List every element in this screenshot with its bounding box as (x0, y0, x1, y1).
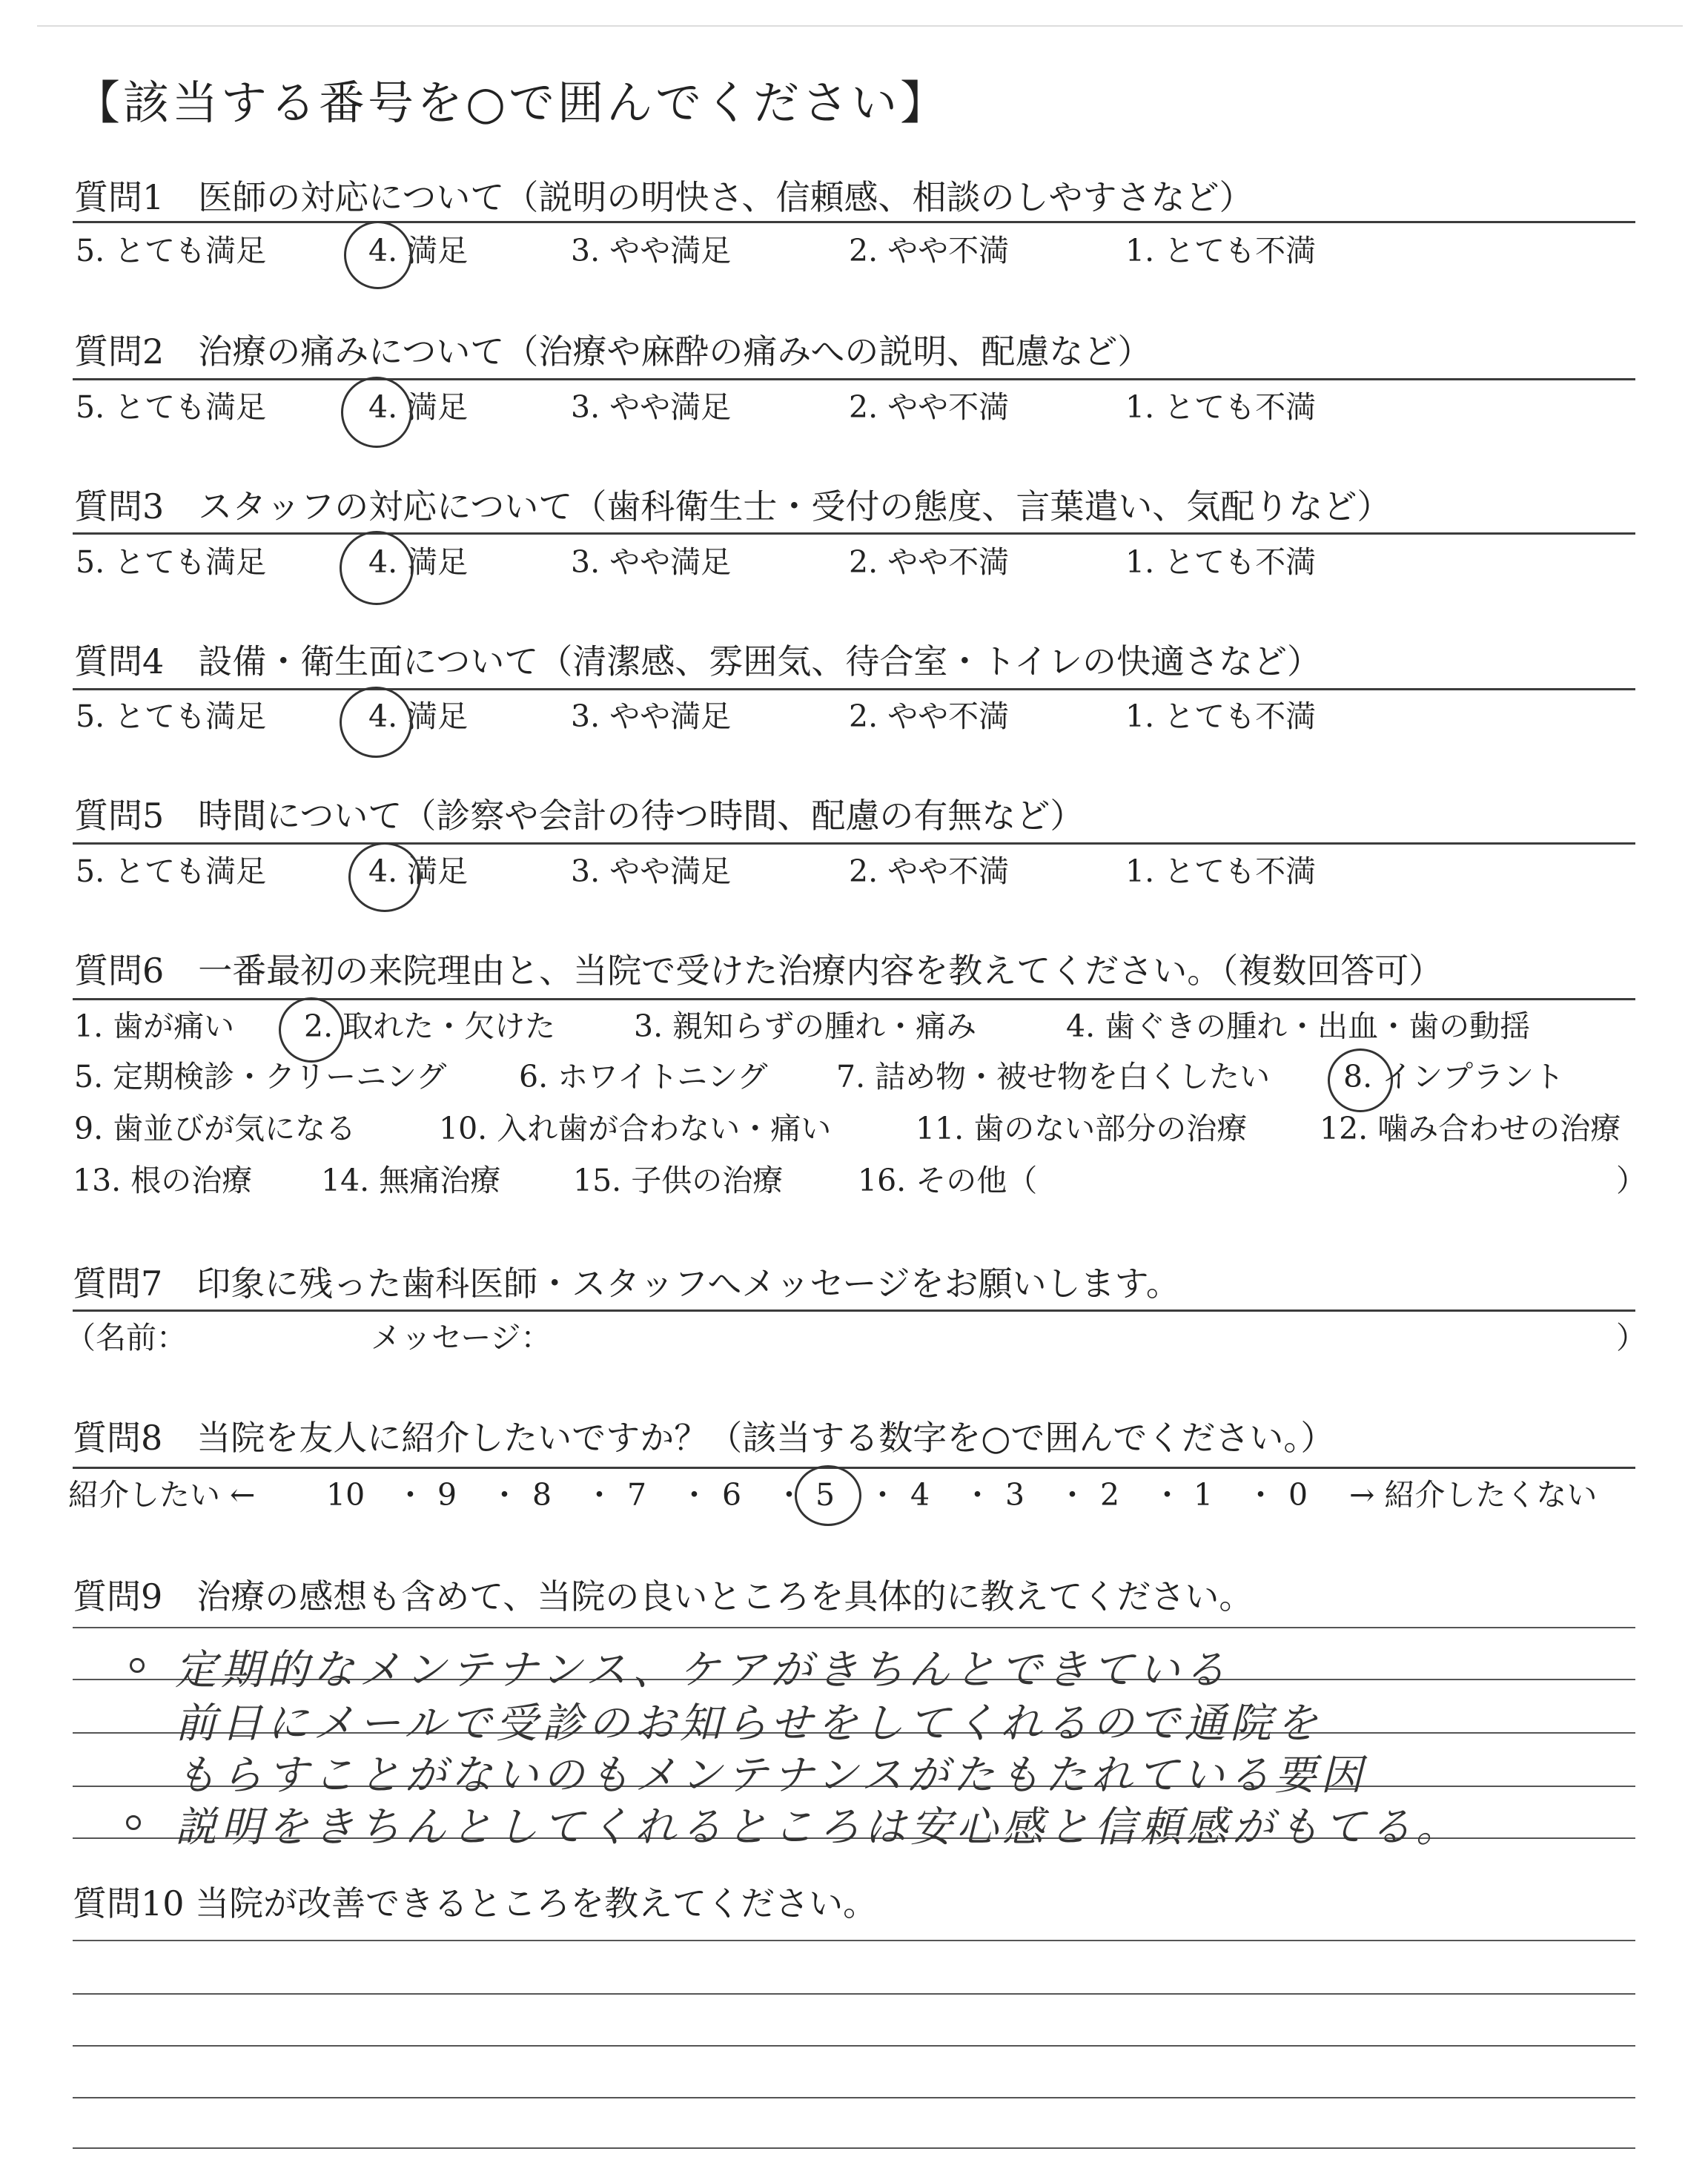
question-3-label: 質問3 スタッフの対応について（歯科衛生士・受付の態度、言葉遣い、気配りなど） (74, 486, 1391, 526)
q1-option-1[interactable]: 1. とても不満 (1125, 233, 1317, 268)
q4-option-3[interactable]: 3. やや満足 (571, 698, 732, 734)
q6-option-10[interactable]: 10. 入れ歯が合わない・痛い (439, 1111, 832, 1146)
question-5-label: 質問5 時間について（診察や会計の待つ時間、配慮の有無など） (74, 796, 1085, 836)
q4-answer-circle (340, 687, 412, 758)
q1-option-3[interactable]: 3. やや満足 (571, 233, 732, 268)
q10-line-5 (73, 2147, 1635, 2149)
q8-scale-2[interactable]: 2 (1100, 1477, 1120, 1513)
question-4-rule (73, 688, 1635, 690)
q3-option-1[interactable]: 1. とても不満 (1125, 544, 1317, 580)
q9-bullet-1 (130, 1658, 145, 1673)
q5-option-2[interactable]: 2. やや不満 (849, 853, 1010, 889)
q7-message-label: メッセージ： (371, 1320, 552, 1355)
q6-other-close: ） (1616, 1163, 1646, 1198)
q3-option-5[interactable]: 5. とても満足 (76, 544, 267, 580)
q10-line-3 (73, 2045, 1635, 2047)
q6-option-16[interactable]: 16. その他（ (858, 1163, 1038, 1198)
q6-option-3[interactable]: 3. 親知らずの腫れ・痛み (634, 1008, 977, 1044)
q1-option-4[interactable]: 4. 満足 (368, 233, 469, 268)
q6-option-8[interactable]: 8. インプラント (1343, 1059, 1565, 1094)
q2-option-2[interactable]: 2. やや不満 (849, 389, 1010, 425)
question-1-label: 質問1 医師の対応について（説明の明快さ、信頼感、相談のしやすさなど） (74, 177, 1254, 217)
q2-answer-circle (341, 377, 412, 448)
q1-option-2[interactable]: 2. やや不満 (849, 233, 1010, 268)
q5-option-4[interactable]: 4. 満足 (368, 853, 469, 889)
q6-option-5[interactable]: 5. 定期検診・クリーニング (74, 1059, 447, 1094)
q7-name-label: （名前： (65, 1320, 187, 1355)
question-7-rule (73, 1309, 1635, 1312)
q9-answer-line-2: 前日にメールで受診のお知らせをしてくれるので通院を (175, 1700, 1323, 1748)
q5-option-5[interactable]: 5. とても満足 (76, 853, 267, 889)
q6-option-7[interactable]: 7. 詰め物・被せ物を白くしたい (836, 1059, 1271, 1094)
q6-option-11[interactable]: 11. 歯のない部分の治療 (916, 1111, 1248, 1146)
q8-scale-1[interactable]: 1 (1194, 1477, 1214, 1513)
q4-option-1[interactable]: 1. とても不満 (1125, 698, 1317, 734)
q3-option-3[interactable]: 3. やや満足 (571, 544, 732, 580)
q8-sep: ・ (1245, 1477, 1276, 1513)
question-5-rule (73, 842, 1635, 845)
q9-answer-line-4: 説明をきちんとしてくれるところは安心感と信頼感がもてる。 (175, 1803, 1462, 1852)
q10-line-2 (73, 1993, 1635, 1995)
question-8-label: 質問8 当院を友人に紹介したいですか？（該当する数字を○で囲んでください。） (73, 1418, 1335, 1458)
q6-option-2[interactable]: 2. 取れた・欠けた (304, 1008, 556, 1044)
q6-option-1[interactable]: 1. 歯が痛い (74, 1008, 235, 1044)
question-6-label: 質問6 一番最初の来院理由と、当院で受けた治療内容を教えてください。（複数回答可） (74, 951, 1443, 991)
q8-answer-circle (795, 1465, 861, 1526)
q9-line-1 (73, 1627, 1635, 1628)
q8-sep: ・ (962, 1477, 993, 1513)
q8-sep: ・ (1057, 1477, 1088, 1513)
q2-option-5[interactable]: 5. とても満足 (76, 389, 267, 425)
q8-sep: ・ (867, 1477, 898, 1513)
q8-scale-7[interactable]: 7 (627, 1477, 647, 1513)
question-2-label: 質問2 治療の痛みについて（治療や麻酔の痛みへの説明、配慮など） (74, 331, 1152, 371)
q8-right-label: → 紹介したくない (1349, 1477, 1598, 1513)
q5-option-3[interactable]: 3. やや満足 (571, 853, 732, 889)
q3-answer-circle (340, 531, 414, 605)
q3-option-4[interactable]: 4. 満足 (368, 544, 469, 580)
q6-option-13[interactable]: 13. 根の治療 (73, 1163, 253, 1198)
q8-sep: ・ (1152, 1477, 1182, 1513)
q6-answer-circle-8 (1328, 1048, 1393, 1112)
question-8-rule (73, 1467, 1635, 1469)
question-7-label: 質問7 印象に残った歯科医師・スタッフへメッセージをお願いします。 (73, 1264, 1180, 1304)
q5-answer-circle (348, 842, 421, 912)
q4-option-5[interactable]: 5. とても満足 (76, 698, 267, 734)
q8-sep: ・ (395, 1477, 426, 1513)
q8-sep: ・ (584, 1477, 615, 1513)
q4-option-2[interactable]: 2. やや不満 (849, 698, 1010, 734)
q6-option-12[interactable]: 12. 噛み合わせの治療 (1320, 1111, 1621, 1146)
q2-option-1[interactable]: 1. とても不満 (1125, 389, 1317, 425)
q8-scale-3[interactable]: 3 (1005, 1477, 1025, 1513)
q9-bullet-2 (126, 1815, 141, 1830)
q3-option-2[interactable]: 2. やや不満 (849, 544, 1010, 580)
q8-left-label: 紹介したい ← (68, 1477, 256, 1513)
q9-answer-line-3: もらすことがないのもメンテナンスがたもたれている要因 (175, 1751, 1367, 1800)
question-9-label: 質問9 治療の感想も含めて、当院の良いところを具体的に教えてください。 (73, 1576, 1254, 1616)
q8-scale-5[interactable]: 5 (815, 1477, 835, 1513)
q2-option-4[interactable]: 4. 満足 (368, 389, 469, 425)
top-border (37, 25, 1683, 27)
q10-line-1 (73, 1940, 1635, 1941)
q5-option-1[interactable]: 1. とても不満 (1125, 853, 1317, 889)
q8-scale-6[interactable]: 6 (722, 1477, 742, 1513)
q8-sep: ・ (679, 1477, 709, 1513)
question-2-rule (73, 378, 1635, 380)
q8-scale-8[interactable]: 8 (532, 1477, 552, 1513)
q6-option-14[interactable]: 14. 無痛治療 (321, 1163, 501, 1198)
q2-option-3[interactable]: 3. やや満足 (571, 389, 732, 425)
q8-sep: ・ (774, 1477, 804, 1513)
question-10-label: 質問10 当院が改善できるところを教えてください。 (73, 1883, 878, 1923)
q6-option-6[interactable]: 6. ホワイトニング (519, 1059, 768, 1094)
q6-option-9[interactable]: 9. 歯並びが気になる (74, 1111, 357, 1146)
question-4-label: 質問4 設備・衛生面について（清潔感、雰囲気、待合室・トイレの快適さなど） (74, 641, 1322, 681)
q10-line-4 (73, 2097, 1635, 2098)
q6-option-15[interactable]: 15. 子供の治療 (573, 1163, 784, 1198)
q6-option-4[interactable]: 4. 歯ぐきの腫れ・出血・歯の動揺 (1066, 1008, 1531, 1044)
q8-scale-4[interactable]: 4 (910, 1477, 930, 1513)
q8-scale-0[interactable]: 0 (1288, 1477, 1308, 1513)
q6-answer-circle-2 (279, 997, 344, 1063)
page-title: 【該当する番号を○で囲んでください】 (74, 76, 950, 130)
q8-scale-10[interactable]: 10 (326, 1477, 365, 1513)
q4-option-4[interactable]: 4. 満足 (368, 698, 469, 734)
q8-scale-9[interactable]: 9 (437, 1477, 457, 1513)
q1-answer-circle (344, 221, 412, 289)
q9-answer-line-1: 定期的なメンテナンス、ケアがきちんとできている (175, 1646, 1231, 1694)
question-1-rule (73, 221, 1635, 223)
question-3-rule (73, 532, 1635, 535)
q1-option-5[interactable]: 5. とても満足 (76, 233, 267, 268)
q8-sep: ・ (489, 1477, 520, 1513)
q7-close: ） (1616, 1320, 1646, 1355)
